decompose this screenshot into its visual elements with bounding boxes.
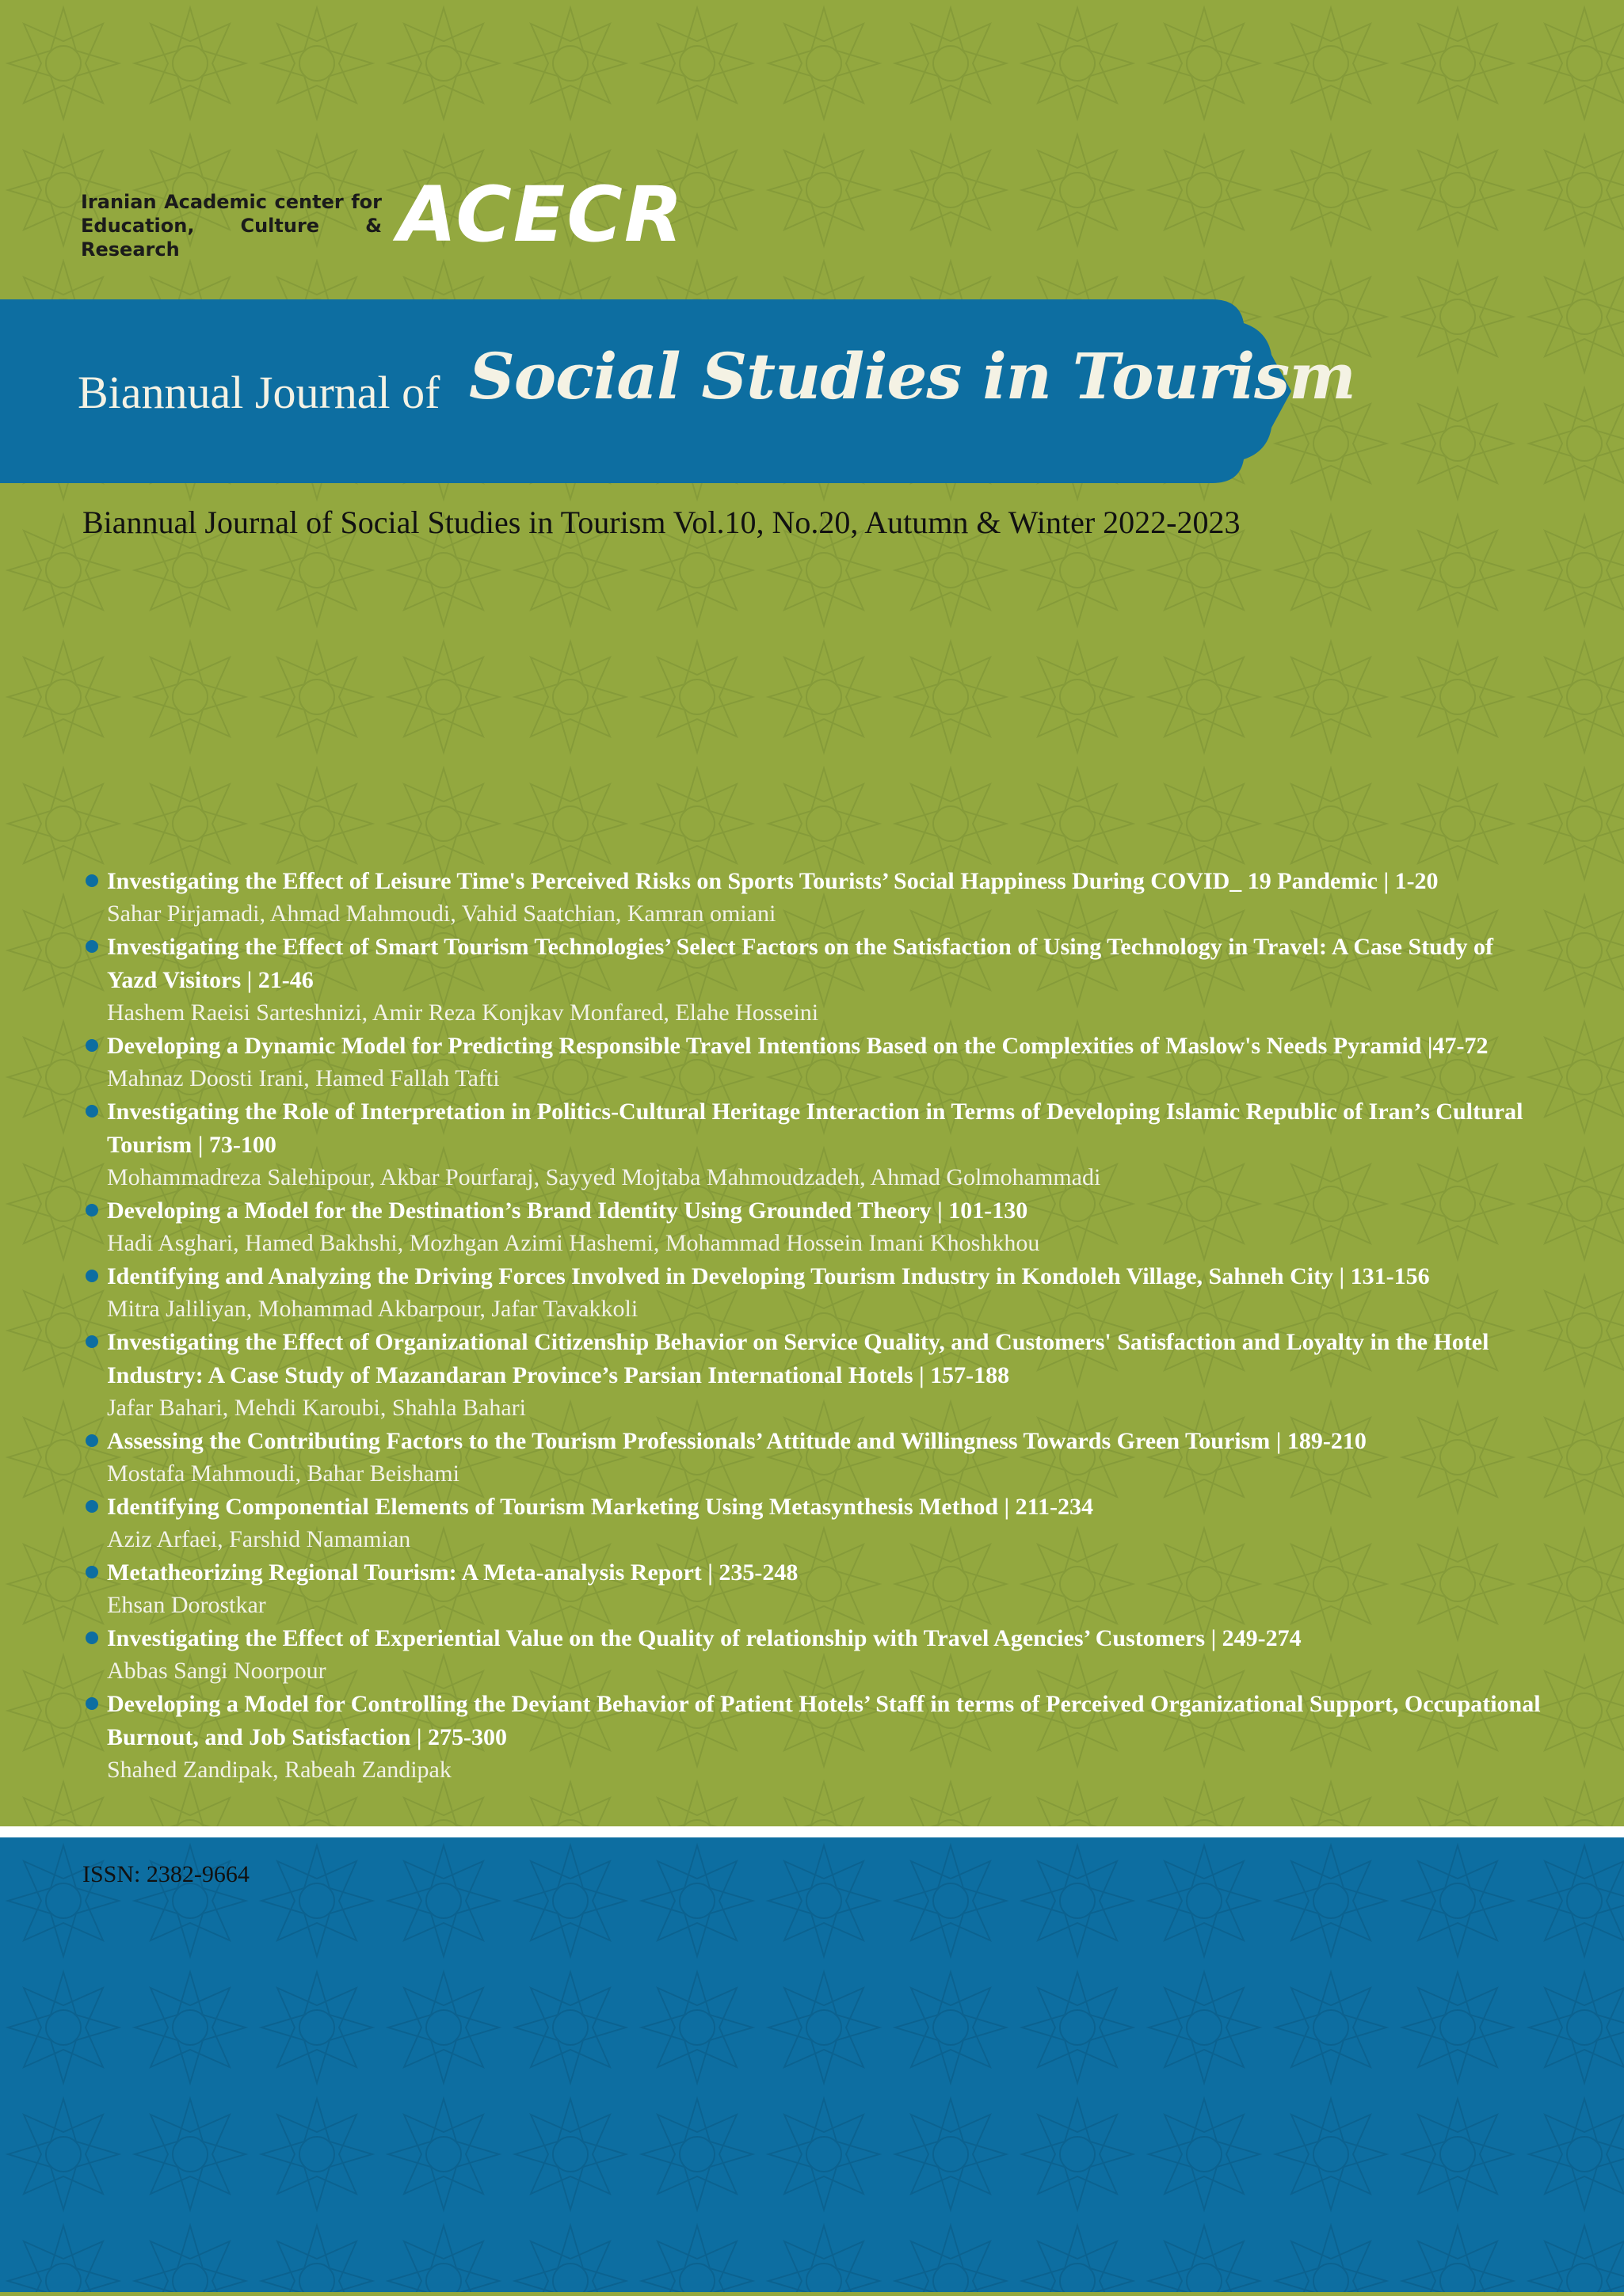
article-item [86, 1194, 1543, 1259]
article-authors: Hadi Asghari, Hamed Bakhshi, Mozhgan Azimi Hashemi, Mohammad Hossein Imani Khoshkhou [107, 1230, 1040, 1256]
article-item [86, 1260, 1543, 1325]
article-title: Developing a Dynamic Model for Predicting Responsible Travel Intentions Based on the Complexities of Maslow's Needs Pyramid |47-72 [107, 1033, 1489, 1059]
article-authors: Mostafa Mahmoudi, Bahar Beishami [107, 1460, 459, 1487]
article-title: Investigating the Effect of Organizational Citizenship Behavior on Service Quality, and Customers' Satisfaction and Loyalty in the Hotel Industry: A Case Study of Mazandaran Province’s Parsian International Hotels | 157-188 [107, 1329, 1489, 1388]
issn-number: ISSN: 2382-9664 [82, 1861, 250, 1887]
article-item [86, 931, 1543, 1029]
acecr-logo: ACECR [398, 170, 684, 259]
publisher-name [81, 190, 382, 261]
article-title: Identifying Componential Elements of Tourism Marketing Using Metasynthesis Method | 211-234 [107, 1494, 1093, 1520]
bullet-icon [86, 1434, 98, 1447]
article-authors: Shahed Zandipak, Rabeah Zandipak [107, 1757, 452, 1783]
geometric-pattern-blue [0, 1837, 1624, 2292]
article-authors: Aziz Arfaei, Farshid Namamian [107, 1526, 411, 1552]
bullet-icon [86, 1335, 98, 1348]
article-item [86, 865, 1543, 930]
article-item [86, 1326, 1543, 1424]
article-title: Developing a Model for the Destination’s Brand Identity Using Grounded Theory | 101-130 [107, 1197, 1028, 1224]
article-title: Investigating the Effect of Smart Tourism Technologies’ Select Factors on the Satisfaction of Using Technology in Travel: A Case Study of Yazd Visitors | 21-46 [107, 934, 1494, 993]
article-item [86, 1688, 1543, 1786]
publisher-name-line2: Education, Culture & Research [81, 215, 382, 261]
article-item [86, 1491, 1543, 1555]
article-title: Identifying and Analyzing the Driving Forces Involved in Developing Tourism Industry in Kondoleh Village, Sahneh City | 131-156 [107, 1263, 1430, 1289]
bullet-icon [86, 1500, 98, 1513]
bullet-icon [86, 1632, 98, 1644]
white-divider [0, 1826, 1624, 1837]
article-title: Developing a Model for Controlling the Deviant Behavior of Patient Hotels’ Staff in terms of Perceived Organizational Support, Occupational Burnout, and Job Satisfaction | 275-300 [107, 1691, 1541, 1750]
bullet-icon [86, 874, 98, 887]
banner-prefix: Biannual Journal of [78, 367, 440, 418]
blue-footer-background [0, 1837, 1624, 2292]
article-authors: Mahnaz Doosti Irani, Hamed Fallah Tafti [107, 1065, 500, 1091]
article-authors: Mohammadreza Salehipour, Akbar Pourfaraj, Sayyed Mojtaba Mahmoudzadeh, Ahmad Golmohammadi [107, 1164, 1101, 1190]
issue-line: Biannual Journal of Social Studies in Tourism Vol.10, No.20, Autumn & Winter 2022-2023 [82, 505, 1241, 540]
article-title: Metatheorizing Regional Tourism: A Meta-analysis Report | 235-248 [107, 1559, 799, 1586]
bullet-icon [86, 1204, 98, 1217]
article-authors: Mitra Jaliliyan, Mohammad Akbarpour, Jafar Tavakkoli [107, 1296, 639, 1322]
bullet-icon [86, 1697, 98, 1710]
article-authors: Jafar Bahari, Mehdi Karoubi, Shahla Bahari [107, 1395, 526, 1421]
article-item [86, 1095, 1543, 1194]
article-title: Investigating the Effect of Experiential Value on the Quality of relationship with Travel Agencies’ Customers | 249-274 [107, 1625, 1302, 1651]
article-title: Assessing the Contributing Factors to the Tourism Professionals’ Attitude and Willingness Towards Green Tourism | 189-210 [107, 1428, 1367, 1454]
article-item [86, 1425, 1543, 1490]
journal-title: Social Studies in Tourism [469, 339, 1355, 413]
bullet-icon [86, 1566, 98, 1578]
article-item [86, 1556, 1543, 1621]
article-title: Investigating the Effect of Leisure Time's Perceived Risks on Sports Tourists’ Social Happiness During COVID_ 19 Pandemic | 1-20 [107, 868, 1439, 894]
article-title: Investigating the Role of Interpretation in Politics-Cultural Heritage Interaction in Terms of Developing Islamic Republic of Iran’s Cultural Tourism | 73-100 [107, 1099, 1523, 1158]
bullet-icon [86, 940, 98, 953]
bullet-icon [86, 1105, 98, 1118]
article-authors: Sahar Pirjamadi, Ahmad Mahmoudi, Vahid Saatchian, Kamran omiani [107, 901, 776, 927]
bullet-icon [86, 1270, 98, 1282]
bullet-icon [86, 1039, 98, 1052]
article-item [86, 1030, 1543, 1095]
article-authors: Abbas Sangi Noorpour [107, 1658, 326, 1684]
table-of-contents [86, 865, 1543, 1787]
article-authors: Hashem Raeisi Sarteshnizi, Amir Reza Konjkav Monfared, Elahe Hosseini [107, 1000, 819, 1026]
publisher-name-line1: Iranian Academic center for [81, 191, 382, 213]
article-authors: Ehsan Dorostkar [107, 1592, 266, 1618]
article-item [86, 1622, 1543, 1687]
